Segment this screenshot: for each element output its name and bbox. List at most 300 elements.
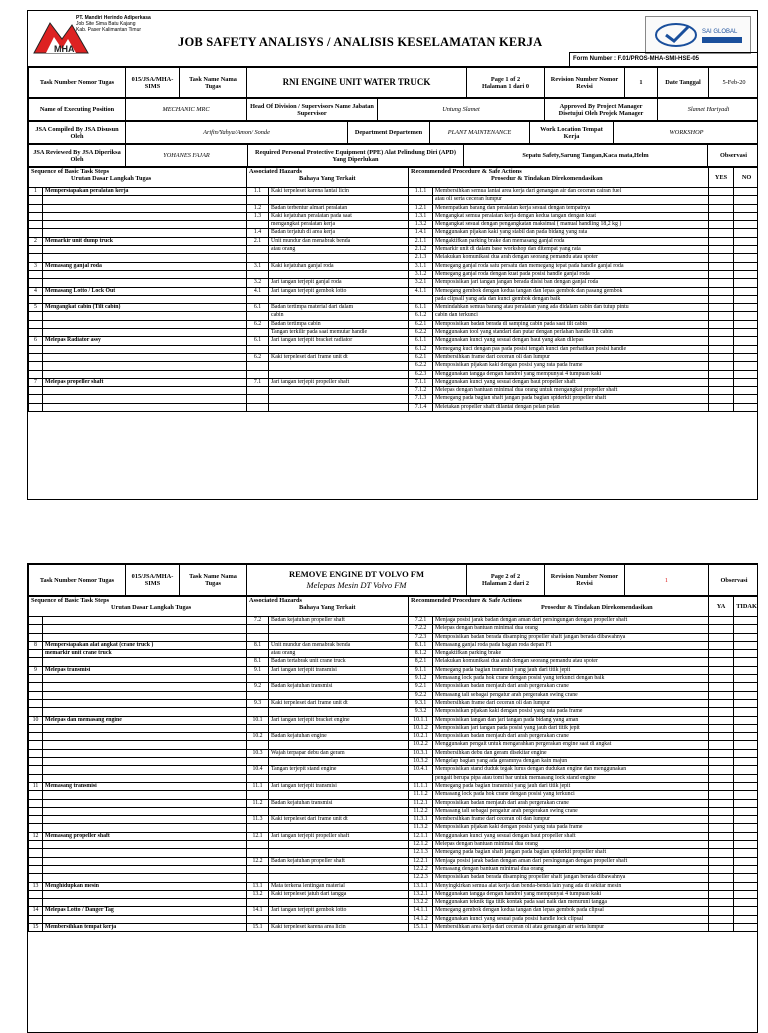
observation-yes-cell[interactable] <box>709 221 734 229</box>
step-number: 11 <box>29 782 43 790</box>
hazard-text: mengangkat peralatan kerja <box>269 221 409 229</box>
observation-no-cell[interactable] <box>734 312 758 320</box>
work-location-value: WORKSHOP <box>614 122 759 144</box>
hazard-number <box>247 403 269 411</box>
table-row <box>29 312 759 320</box>
observation-no-cell[interactable] <box>734 824 758 832</box>
observation-no-cell[interactable] <box>734 774 758 782</box>
table-row <box>29 395 759 403</box>
observation-no-cell[interactable] <box>734 733 758 741</box>
observation-no-cell[interactable] <box>734 262 758 270</box>
observation-no-cell[interactable] <box>734 716 758 724</box>
observation-no-cell[interactable] <box>734 782 758 790</box>
observation-yes-cell[interactable] <box>709 229 734 237</box>
observation-yes-cell[interactable] <box>709 832 734 840</box>
observation-no-cell[interactable] <box>734 295 758 303</box>
observation-yes-cell[interactable] <box>709 708 734 716</box>
observation-no-cell[interactable] <box>734 683 758 691</box>
recommend-number: 7.1.3 <box>409 395 433 403</box>
observation-yes-cell[interactable] <box>709 337 734 345</box>
hazard-number <box>247 633 269 641</box>
table-row <box>29 865 759 873</box>
hazard-number <box>247 791 269 799</box>
observation-no-cell[interactable] <box>734 287 758 295</box>
compiled-table <box>28 121 758 144</box>
hazard-number: 11.1 <box>247 782 269 790</box>
observation-no-cell[interactable] <box>734 345 758 353</box>
recommend-number: 2.1.3 <box>409 254 433 262</box>
hazard-text: Mata terkena lentingan material <box>269 882 409 890</box>
step-text <box>43 733 247 741</box>
observation-yes-cell[interactable] <box>709 907 734 915</box>
step-text <box>43 865 247 873</box>
recommend-text: Memposisikan jari tangan jangan berada disisi ban dengan ganjal roda <box>433 279 709 287</box>
hazard-text: Wajah terpapar debu dan geram <box>269 749 409 757</box>
jsa-steps-table <box>28 167 758 412</box>
form-number: Form Number : F.01/PROS-MHA-SMI-HSE-05 <box>569 52 757 66</box>
observation-no-cell[interactable] <box>734 923 758 931</box>
hazard-number: 6.1 <box>247 304 269 312</box>
step-text <box>43 395 247 403</box>
observation-no-cell[interactable] <box>734 699 758 707</box>
step-text <box>43 699 247 707</box>
step-text <box>43 320 247 328</box>
observation-yes-cell[interactable] <box>709 403 734 411</box>
task-number-value: 015/JSA/MHA-SIMS <box>126 68 180 98</box>
svg-text:MHA: MHA <box>54 44 75 54</box>
col-recommend-title: Recommended Procedure & Safe Actions <box>411 168 522 175</box>
observation-yes-cell[interactable] <box>709 196 734 204</box>
jsa-steps-body-2 <box>29 617 759 932</box>
observation-no-cell[interactable] <box>734 816 758 824</box>
hazard-number <box>247 675 269 683</box>
hazard-number: 9.3 <box>247 699 269 707</box>
recommend-number: 7.2.3 <box>409 633 433 641</box>
step-text: Melepas Radiator assy <box>43 337 247 345</box>
observation-yes-cell[interactable] <box>709 807 734 815</box>
observation-yes-cell[interactable] <box>709 890 734 898</box>
table-row <box>29 807 759 815</box>
observation-yes-cell[interactable] <box>709 633 734 641</box>
observation-no-cell[interactable] <box>734 890 758 898</box>
hazard-text: Badan kejatuhan transmisi <box>269 799 409 807</box>
observation-no-cell[interactable] <box>734 708 758 716</box>
table-row <box>29 262 759 270</box>
observation-yes-cell[interactable] <box>709 212 734 220</box>
recommend-text: Menempatkan barang dan peralatan kerja sesuai dengan tempatnya <box>433 204 709 212</box>
hazard-text <box>269 741 409 749</box>
hazard-number <box>247 270 269 278</box>
recommend-text: Menggunakan pijakan kaki yang stabil dan pada bidang yang rata <box>433 229 709 237</box>
observation-no-cell[interactable] <box>734 254 758 262</box>
task-name-local: Melepas Mesin DT Volvo FM <box>306 580 407 590</box>
observation-yes-cell[interactable] <box>709 378 734 386</box>
step-number: 3 <box>29 262 43 270</box>
hazard-text: Jari tangan terjepit transmisi <box>269 666 409 674</box>
recommend-text: Memposisikan badan menjauh dari arah pergerakan crane <box>433 733 709 741</box>
hazard-text: Jari tangan terjepit propeller shaft <box>269 378 409 386</box>
observation-yes-cell[interactable] <box>709 749 734 757</box>
table-row <box>29 353 759 361</box>
hazard-text: Unit mundur dan menabrak benda <box>269 641 409 649</box>
observation-yes-cell[interactable] <box>709 617 734 625</box>
hazard-number: 12.1 <box>247 832 269 840</box>
step-number: 4 <box>29 287 43 295</box>
table-row <box>29 279 759 287</box>
hazard-text: Kaki kejatuhan ganjal roda <box>269 262 409 270</box>
observation-no-cell[interactable] <box>734 378 758 386</box>
observation-yes-cell[interactable] <box>709 666 734 674</box>
observation-yes-cell[interactable] <box>709 625 734 633</box>
recommend-number: 1.3.2 <box>409 221 433 229</box>
hazard-text <box>269 824 409 832</box>
hazard-text <box>269 625 409 633</box>
step-number <box>29 658 43 666</box>
step-number <box>29 212 43 220</box>
observation-no-cell[interactable] <box>734 237 758 245</box>
table-row <box>29 890 759 898</box>
recommend-text: Melakukan komunikasi dua arah dengan seorang pemandu atau spoter <box>433 658 709 666</box>
hazard-number <box>247 807 269 815</box>
observation-yes-cell[interactable] <box>709 658 734 666</box>
observation-no-cell[interactable] <box>734 188 758 196</box>
task-info-table-2 <box>28 564 758 596</box>
hazard-text: atau orang <box>269 246 409 254</box>
observation-yes-cell[interactable] <box>709 849 734 857</box>
observation-yes-cell[interactable] <box>709 791 734 799</box>
observation-yes-cell[interactable] <box>709 915 734 923</box>
observation-no-cell[interactable] <box>734 849 758 857</box>
step-text: memarkir unit crane truck <box>43 650 247 658</box>
observation-yes-cell[interactable] <box>709 857 734 865</box>
observation-yes-cell[interactable] <box>709 724 734 732</box>
hazard-text: Tangan terkilir pada saat memutar handle <box>269 329 409 337</box>
observation-no-cell[interactable] <box>734 807 758 815</box>
step-text <box>43 691 247 699</box>
task-name-label: Task Name Nama Tugas <box>180 565 247 596</box>
col-hazard-title: Associated Hazards <box>249 168 303 175</box>
col-sequence-subtitle: Urutan Dasar Langkah Tugas <box>71 175 152 182</box>
table-row <box>29 915 759 923</box>
observation-yes-cell[interactable] <box>709 246 734 254</box>
table-row <box>29 658 759 666</box>
hazard-text: Kaki terpeleset karena area licin <box>269 923 409 931</box>
step-number <box>29 254 43 262</box>
hazard-number <box>247 221 269 229</box>
recommend-number: 1.4.1 <box>409 229 433 237</box>
step-text <box>43 625 247 633</box>
step-text <box>43 353 247 361</box>
hazard-text: Badan terbentur almari peralatan <box>269 204 409 212</box>
hazard-number: 10.3 <box>247 749 269 757</box>
observation-no-cell[interactable] <box>734 658 758 666</box>
hazard-number <box>247 254 269 262</box>
recommend-number: 6.2.3 <box>409 370 433 378</box>
table-row <box>29 666 759 674</box>
table-row <box>29 824 759 832</box>
observation-no-cell[interactable] <box>734 791 758 799</box>
hazard-number: 6.2 <box>247 353 269 361</box>
recommend-number <box>409 295 433 303</box>
recommend-number: 12.2.1 <box>409 857 433 865</box>
hazard-text <box>269 865 409 873</box>
step-text: Melepas transmisi <box>43 666 247 674</box>
observation-no-cell[interactable] <box>734 395 758 403</box>
observation-no-cell[interactable] <box>734 899 758 907</box>
observation-yes-cell[interactable] <box>709 716 734 724</box>
col-sequence-title: Sequence of Basic Task Steps <box>31 597 110 604</box>
observation-no-cell[interactable] <box>734 766 758 774</box>
observation-no-cell[interactable] <box>734 196 758 204</box>
observation-no-cell[interactable] <box>734 633 758 641</box>
observation-yes-cell[interactable] <box>709 882 734 890</box>
observation-yes-cell[interactable] <box>709 675 734 683</box>
recommend-text: pada clipsall yang ada dan kunci gembok dengan baik <box>433 295 709 303</box>
table-row <box>29 791 759 799</box>
observation-no-cell[interactable] <box>734 362 758 370</box>
hazard-number: 6.1 <box>247 337 269 345</box>
observation-no-cell[interactable] <box>734 874 758 882</box>
observation-no-cell[interactable] <box>734 799 758 807</box>
observation-yes-cell[interactable] <box>709 824 734 832</box>
certification-logo-icon <box>646 17 750 53</box>
observation-yes-cell[interactable] <box>709 329 734 337</box>
observation-yes-cell[interactable] <box>709 279 734 287</box>
observation-no-cell[interactable] <box>734 641 758 649</box>
recommend-text: Memposisikan stand duduk tegak lurus dengan dudukan engine dan menggunakan <box>433 766 709 774</box>
step-text <box>43 221 247 229</box>
observation-no-cell[interactable] <box>734 270 758 278</box>
revision-value: 1 <box>625 68 658 98</box>
table-row <box>29 650 759 658</box>
observation-no-cell[interactable] <box>734 337 758 345</box>
hazard-number: 9.1 <box>247 666 269 674</box>
step-number <box>29 329 43 337</box>
step-number <box>29 774 43 782</box>
recommend-number: 8,2.1 <box>409 658 433 666</box>
observation-yes-cell[interactable] <box>709 683 734 691</box>
observation-yes-cell[interactable] <box>709 766 734 774</box>
observation-no-cell[interactable] <box>734 229 758 237</box>
observation-no-cell[interactable] <box>734 370 758 378</box>
observation-no-cell[interactable] <box>734 907 758 915</box>
step-text <box>43 403 247 411</box>
hazard-text <box>269 849 409 857</box>
observation-yes-cell[interactable] <box>709 816 734 824</box>
table-row <box>29 832 759 840</box>
recommend-number: 15.1.1 <box>409 923 433 931</box>
recommend-number: 6.2.1 <box>409 320 433 328</box>
hazard-number: 6.2 <box>247 320 269 328</box>
observation-no-cell[interactable] <box>734 204 758 212</box>
observation-yes-cell[interactable] <box>709 899 734 907</box>
step-number: 2 <box>29 237 43 245</box>
observation-yes-cell[interactable] <box>709 733 734 741</box>
observation-yes-cell[interactable] <box>709 304 734 312</box>
observation-no-cell[interactable] <box>734 246 758 254</box>
recommend-text: Melepas dengan bantuan minimal dua orang untuk mengangkat propeller shaft <box>433 387 709 395</box>
step-text <box>43 774 247 782</box>
observation-no-cell[interactable] <box>734 832 758 840</box>
observation-yes-cell[interactable] <box>709 188 734 196</box>
recommend-text: Meletakan propeller shaft dilantai dengan pelan pelan <box>433 403 709 411</box>
hazard-number <box>247 691 269 699</box>
table-row <box>29 229 759 237</box>
table-row <box>29 378 759 386</box>
hazard-text: Jari tangan terjepit bracket engine <box>269 716 409 724</box>
observation-no-cell[interactable] <box>734 758 758 766</box>
observation-yes-cell[interactable] <box>709 362 734 370</box>
observation-no-cell[interactable] <box>734 212 758 220</box>
observation-no-cell[interactable] <box>734 304 758 312</box>
observation-no-cell[interactable] <box>734 675 758 683</box>
recommend-number: 9.1.2 <box>409 675 433 683</box>
observation-no-cell[interactable] <box>734 403 758 411</box>
step-number <box>29 899 43 907</box>
hazard-number <box>247 370 269 378</box>
table-row <box>29 758 759 766</box>
recommend-number: 12.1.2 <box>409 841 433 849</box>
step-number: 5 <box>29 304 43 312</box>
observation-yes-cell[interactable] <box>709 782 734 790</box>
recommend-text: Memegang pada bagian transmisi yang jauh dari titik jepit <box>433 782 709 790</box>
task-name-value <box>247 565 467 596</box>
hazard-text <box>269 675 409 683</box>
observation-yes-cell[interactable] <box>709 270 734 278</box>
hazard-text: Badan kejatuhan propeller shaft <box>269 857 409 865</box>
recommend-number: 4.1.1 <box>409 287 433 295</box>
observation-no-cell[interactable] <box>734 841 758 849</box>
recommend-number: 2.1.1 <box>409 237 433 245</box>
page-label <box>467 565 545 596</box>
recommend-text: Menggunakan teknik tiga titik kontak pada saat naik dan menuruni tangga <box>433 899 709 907</box>
observation-yes-cell[interactable] <box>709 262 734 270</box>
recommend-number: 11.1.2 <box>409 791 433 799</box>
recommend-number: 3.2.1 <box>409 279 433 287</box>
observation-yes-cell[interactable] <box>709 312 734 320</box>
recommend-number: 2.1.2 <box>409 246 433 254</box>
observation-no-cell[interactable] <box>734 882 758 890</box>
observation-no-cell[interactable] <box>734 857 758 865</box>
recommend-text: Memegang kuci dengan pas pada posisi tengah kunci dan perhatikan posisi handle <box>433 345 709 353</box>
table-row <box>29 841 759 849</box>
observation-no-cell[interactable] <box>734 749 758 757</box>
step-number: 9 <box>29 666 43 674</box>
observation-no-cell[interactable] <box>734 865 758 873</box>
observation-yes-cell[interactable] <box>709 320 734 328</box>
observation-yes-cell[interactable] <box>709 758 734 766</box>
observation-yes-cell[interactable] <box>709 874 734 882</box>
recommend-text: Memegang gembok dengan kedua tangan dan lepas gembok dan pasang gembok <box>433 287 709 295</box>
observation-yes-cell[interactable] <box>709 353 734 361</box>
observation-yes-cell[interactable] <box>709 650 734 658</box>
observation-no-cell[interactable] <box>734 617 758 625</box>
recommend-number: 11.2.2 <box>409 807 433 815</box>
observation-no-cell[interactable] <box>734 724 758 732</box>
recommend-number: 8.1.2 <box>409 650 433 658</box>
observation-no-cell[interactable] <box>734 666 758 674</box>
observation-no-cell[interactable] <box>734 279 758 287</box>
step-text <box>43 329 247 337</box>
step-number <box>29 791 43 799</box>
hazard-number: 8.1 <box>247 641 269 649</box>
recommend-text: Memposisikan pijakan kaki dengan posisi yang rata pada frame <box>433 362 709 370</box>
observation-yes-cell[interactable] <box>709 295 734 303</box>
observation-no-cell[interactable] <box>734 915 758 923</box>
observation-no-cell[interactable] <box>734 691 758 699</box>
observation-yes-cell[interactable] <box>709 774 734 782</box>
table-row <box>29 799 759 807</box>
observation-yes-cell[interactable] <box>709 699 734 707</box>
observation-yes-cell[interactable] <box>709 254 734 262</box>
hazard-text <box>269 899 409 907</box>
document-title: JOB SAFETY ANALISYS / ANALISIS KESELAMATAN KERJA <box>178 35 543 49</box>
recommend-number: 7.1.4 <box>409 403 433 411</box>
step-text <box>43 196 247 204</box>
observation-yes-cell[interactable] <box>709 923 734 931</box>
observation-no-cell[interactable] <box>734 625 758 633</box>
approved-by-label: Approved By Project Manager Disetujui Oleh Projek Manager <box>545 99 658 121</box>
step-number: 1 <box>29 188 43 196</box>
recommend-text: Menjaga posisi jarak badan dengan aman dari persingungan dengan propeller shaft <box>433 857 709 865</box>
observation-no-cell[interactable] <box>734 320 758 328</box>
observation-no-cell[interactable] <box>734 387 758 395</box>
observation-yes-cell[interactable] <box>709 237 734 245</box>
observation-yes-cell[interactable] <box>709 841 734 849</box>
observation-yes-cell[interactable] <box>709 345 734 353</box>
recommend-text: Memposisikan tangan dan jari tangan pada bidang yang aman <box>433 716 709 724</box>
observation-yes-cell[interactable] <box>709 395 734 403</box>
step-text: Melepas propeller shaft <box>43 378 247 386</box>
observation-no-cell[interactable] <box>734 221 758 229</box>
observation-yes-cell[interactable] <box>709 370 734 378</box>
observation-yes-cell[interactable] <box>709 691 734 699</box>
document-header <box>28 11 757 67</box>
recommend-text: Memposisikan badan berada di samping cabin pada saat tilt cabin <box>433 320 709 328</box>
observation-no-cell[interactable] <box>734 329 758 337</box>
step-text <box>43 370 247 378</box>
step-number <box>29 353 43 361</box>
observation-no-cell[interactable] <box>734 741 758 749</box>
observation-yes-cell[interactable] <box>709 287 734 295</box>
hazard-text: Badan tertimpa cabin <box>269 320 409 328</box>
recommend-number: 7.1.2 <box>409 387 433 395</box>
observation-yes-cell[interactable] <box>709 741 734 749</box>
approved-by-value: Slamet Hariyadi <box>658 99 759 121</box>
step-number: 13 <box>29 882 43 890</box>
recommend-number: 1.3.1 <box>409 212 433 220</box>
company-info <box>76 15 151 33</box>
observation-yes-cell[interactable] <box>709 641 734 649</box>
observation-no-cell[interactable] <box>734 650 758 658</box>
jsa-steps-body <box>29 188 759 412</box>
observation-yes-cell[interactable] <box>709 799 734 807</box>
step-number: 14 <box>29 907 43 915</box>
step-text <box>43 675 247 683</box>
work-location-label: Work Location Tempat Kerja <box>530 122 614 144</box>
observation-yes-cell[interactable] <box>709 204 734 212</box>
observation-yes-cell[interactable] <box>709 387 734 395</box>
hazard-text: Kaki terpeleset dari frame unit dt <box>269 353 409 361</box>
step-text <box>43 212 247 220</box>
jsa-steps-table-2 <box>28 596 758 932</box>
hazard-number <box>247 312 269 320</box>
col-sequence-header <box>29 597 247 617</box>
recommend-number: 7.2.1 <box>409 617 433 625</box>
observation-no-cell[interactable] <box>734 353 758 361</box>
recommend-number: 12.2.3 <box>409 874 433 882</box>
observation-yes-cell[interactable] <box>709 865 734 873</box>
